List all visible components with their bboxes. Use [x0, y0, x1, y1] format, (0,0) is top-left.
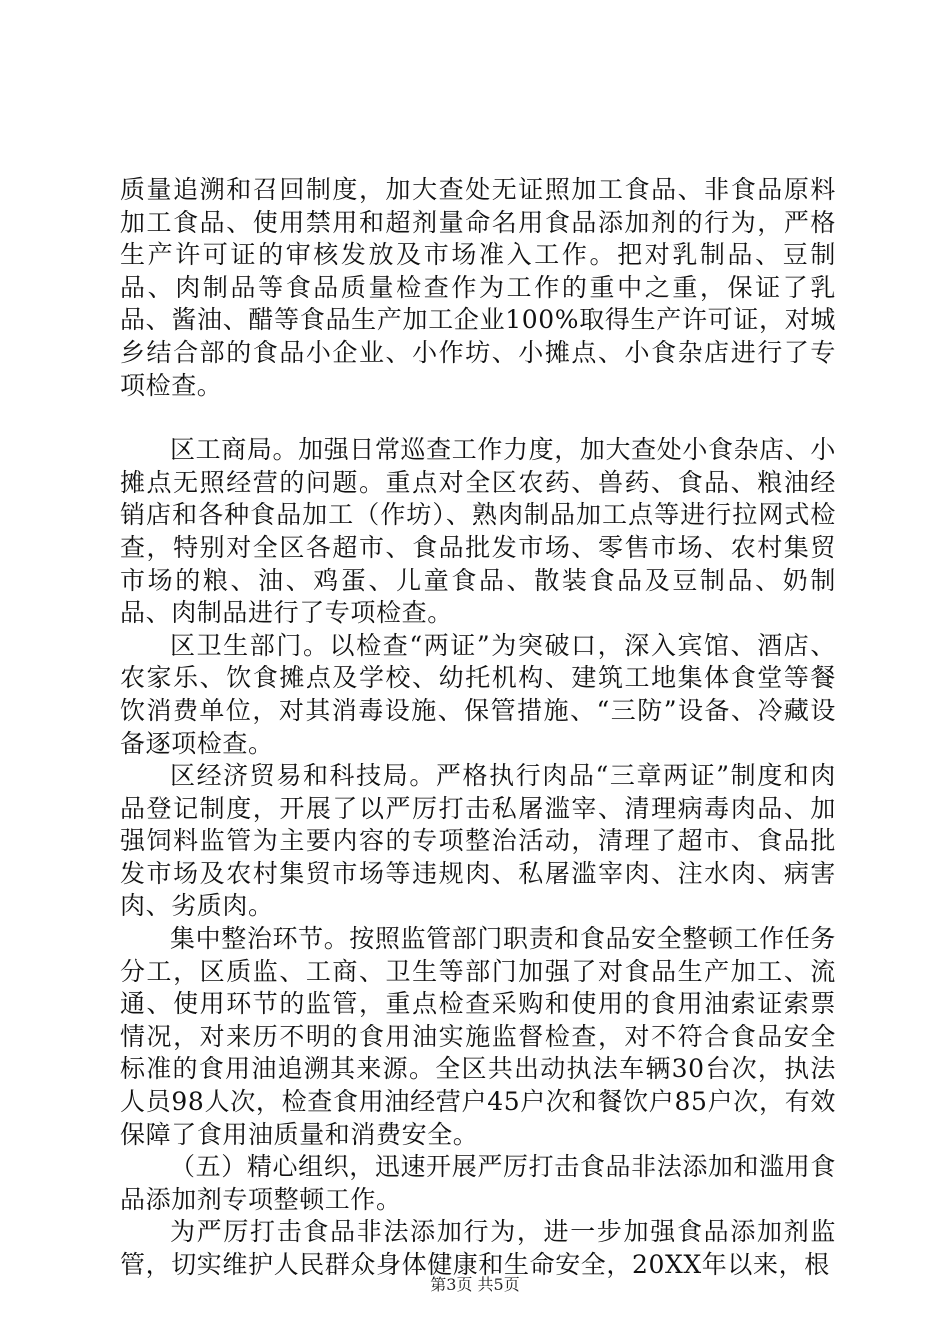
paragraph-illegal-additives: 为严厉打击食品非法添加行为，进一步加强食品添加剂监管，切实维护人民群众身体健康和生命安全，20XX年以来，根 — [120, 1217, 836, 1279]
page-number-footer: 第3页 共5页 — [430, 1275, 520, 1294]
paragraph-health-department: 区卫生部门。以检查“两证”为突破口，深入宾馆、酒店、农家乐、饮食摊点及学校、幼托机构、建筑工地集体食堂等餐饮消费单位，对其消毒设施、保管措施、“三防”设备、冷藏设备逐项检查。 — [120, 630, 836, 758]
paragraph-industry-commerce-bureau: 区工商局。加强日常巡查工作力度，加大查处小食杂店、小摊点无照经营的问题。重点对全区农药、兽药、食品、粮油经销店和各种食品加工（作坊）、熟肉制品加工点等进行拉网式检查，特别对全区各超市、食品批发市场、零售市场、农村集贸市场的粮、油、鸡蛋、儿童食品、散装食品及豆制品、奶制品、肉制品进行了专项检查。 — [120, 435, 836, 628]
paragraph-centralized-rectification: 集中整治环节。按照监管部门职责和食品安全整顿工作任务分工，区质监、工商、卫生等部门加强了对食品生产加工、流通、使用环节的监管，重点检查采购和使用的食用油索证索票情况，对来历不明的食用油实施监督检查，对不符合食品安全标准的食用油追溯其来源。全区共出动执法车辆30台次，执法人员98人次，检查食用油经营户45户次和餐饮户85户次，有效保障了食用油质量和消费安全。 — [120, 924, 836, 1149]
document-body — [120, 174, 836, 1282]
section-heading-five: （五）精心组织，迅速开展严厉打击食品非法添加和滥用食品添加剂专项整顿工作。 — [120, 1152, 836, 1214]
paragraph-economy-trade-bureau: 区经济贸易和科技局。严格执行肉品“三章两证”制度和肉品登记制度，开展了以严厉打击私屠滥宰、清理病毒肉品、加强饲料监管为主要内容的专项整治活动，清理了超市、食品批发市场及农村集贸市场等违规肉、私屠滥宰肉、注水肉、病害肉、劣质肉。 — [120, 761, 836, 921]
paragraph-quality-traceability: 质量追溯和召回制度，加大查处无证照加工食品、非食品原料加工食品、使用禁用和超剂量命名用食品添加剂的行为，严格生产许可证的审核发放及市场准入工作。把对乳制品、豆制品、肉制品等食品质量检查作为工作的重中之重，保证了乳品、酱油、醋等食品生产加工企业100%取得生产许可证，对城乡结合部的食品小企业、小作坊、小摊点、小食杂店进行了专项检查。 — [120, 175, 836, 400]
